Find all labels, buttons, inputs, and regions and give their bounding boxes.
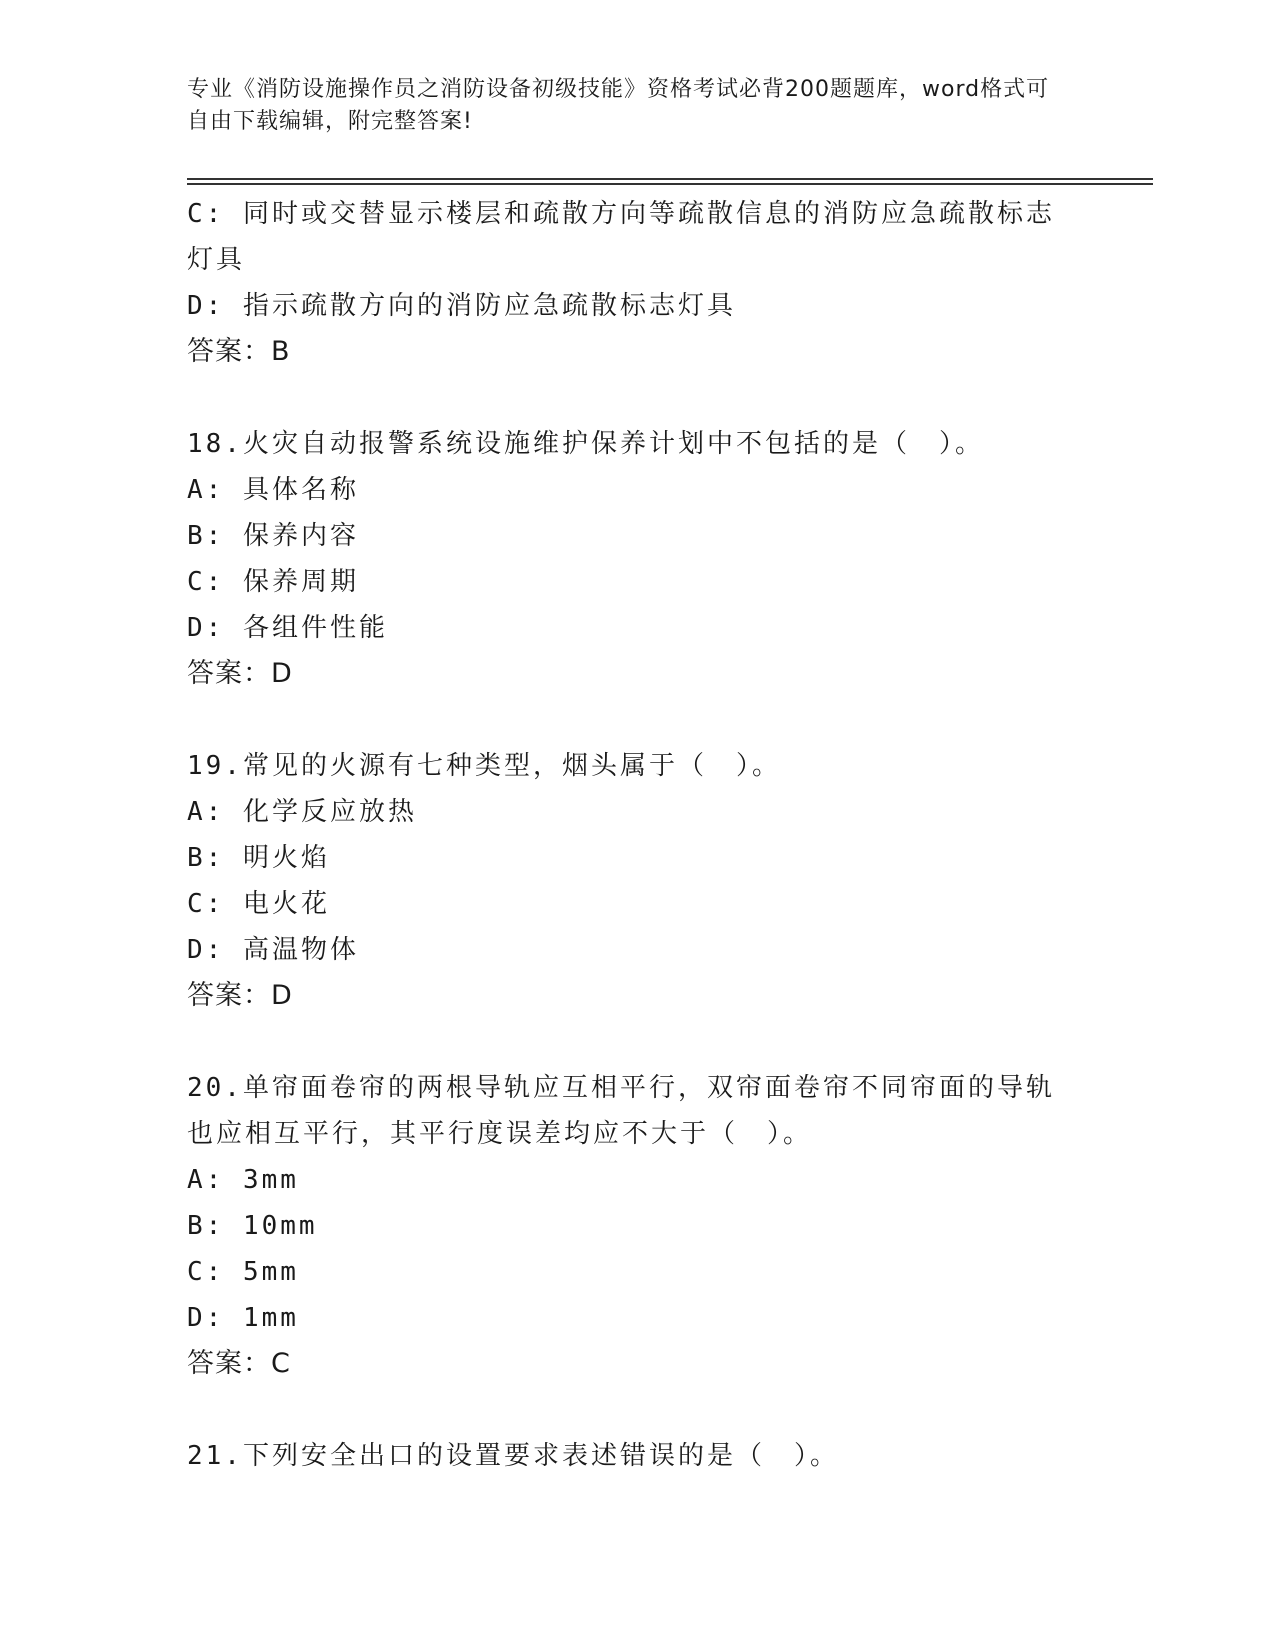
- question-18-answer: 答案：D: [187, 658, 293, 689]
- header-divider-bottom: [187, 183, 1153, 185]
- prev-answer: 答案：B: [187, 336, 291, 367]
- question-21-stem: 21.下列安全出口的设置要求表述错误的是（ ）。: [187, 1441, 839, 1471]
- question-20-option-c: C: 5mm: [187, 1257, 299, 1287]
- question-19-stem: 19.常见的火源有七种类型，烟头属于（ ）。: [187, 751, 781, 781]
- question-19-answer: 答案：D: [187, 980, 293, 1011]
- question-20-option-b: B: 10mm: [187, 1211, 318, 1241]
- question-20-answer: 答案：C: [187, 1348, 291, 1379]
- question-list: [187, 191, 1087, 1479]
- question-18-option-c: C: 保养周期: [187, 567, 359, 597]
- question-18-stem: 18.火灾自动报警系统设施维护保养计划中不包括的是（ ）。: [187, 429, 984, 459]
- question-20-option-d: D: 1mm: [187, 1303, 299, 1333]
- prev-option-c: C: 同时或交替显示楼层和疏散方向等疏散信息的消防应急疏散标志灯具: [187, 199, 1055, 275]
- document-header: 专业《消防设施操作员之消防设备初级技能》资格考试必背200题题库，word格式可自由下载编辑，附完整答案!: [187, 77, 1050, 134]
- question-18-option-d: D: 各组件性能: [187, 613, 388, 643]
- question-19-option-d: D: 高温物体: [187, 935, 359, 965]
- question-20-option-a: A: 3mm: [187, 1165, 299, 1195]
- question-18-option-b: B: 保养内容: [187, 521, 359, 551]
- header-divider-top: [187, 178, 1153, 180]
- question-19-option-b: B: 明火焰: [187, 843, 330, 873]
- question-19-option-a: A: 化学反应放热: [187, 797, 417, 827]
- question-19-option-c: C: 电火花: [187, 889, 330, 919]
- prev-option-d: D: 指示疏散方向的消防应急疏散标志灯具: [187, 291, 736, 321]
- question-20-stem: 20.单帘面卷帘的两根导轨应互相平行，双帘面卷帘不同帘面的导轨也应相互平行，其平行度误差均应不大于（ ）。: [187, 1073, 1055, 1149]
- question-18-option-a: A: 具体名称: [187, 475, 359, 505]
